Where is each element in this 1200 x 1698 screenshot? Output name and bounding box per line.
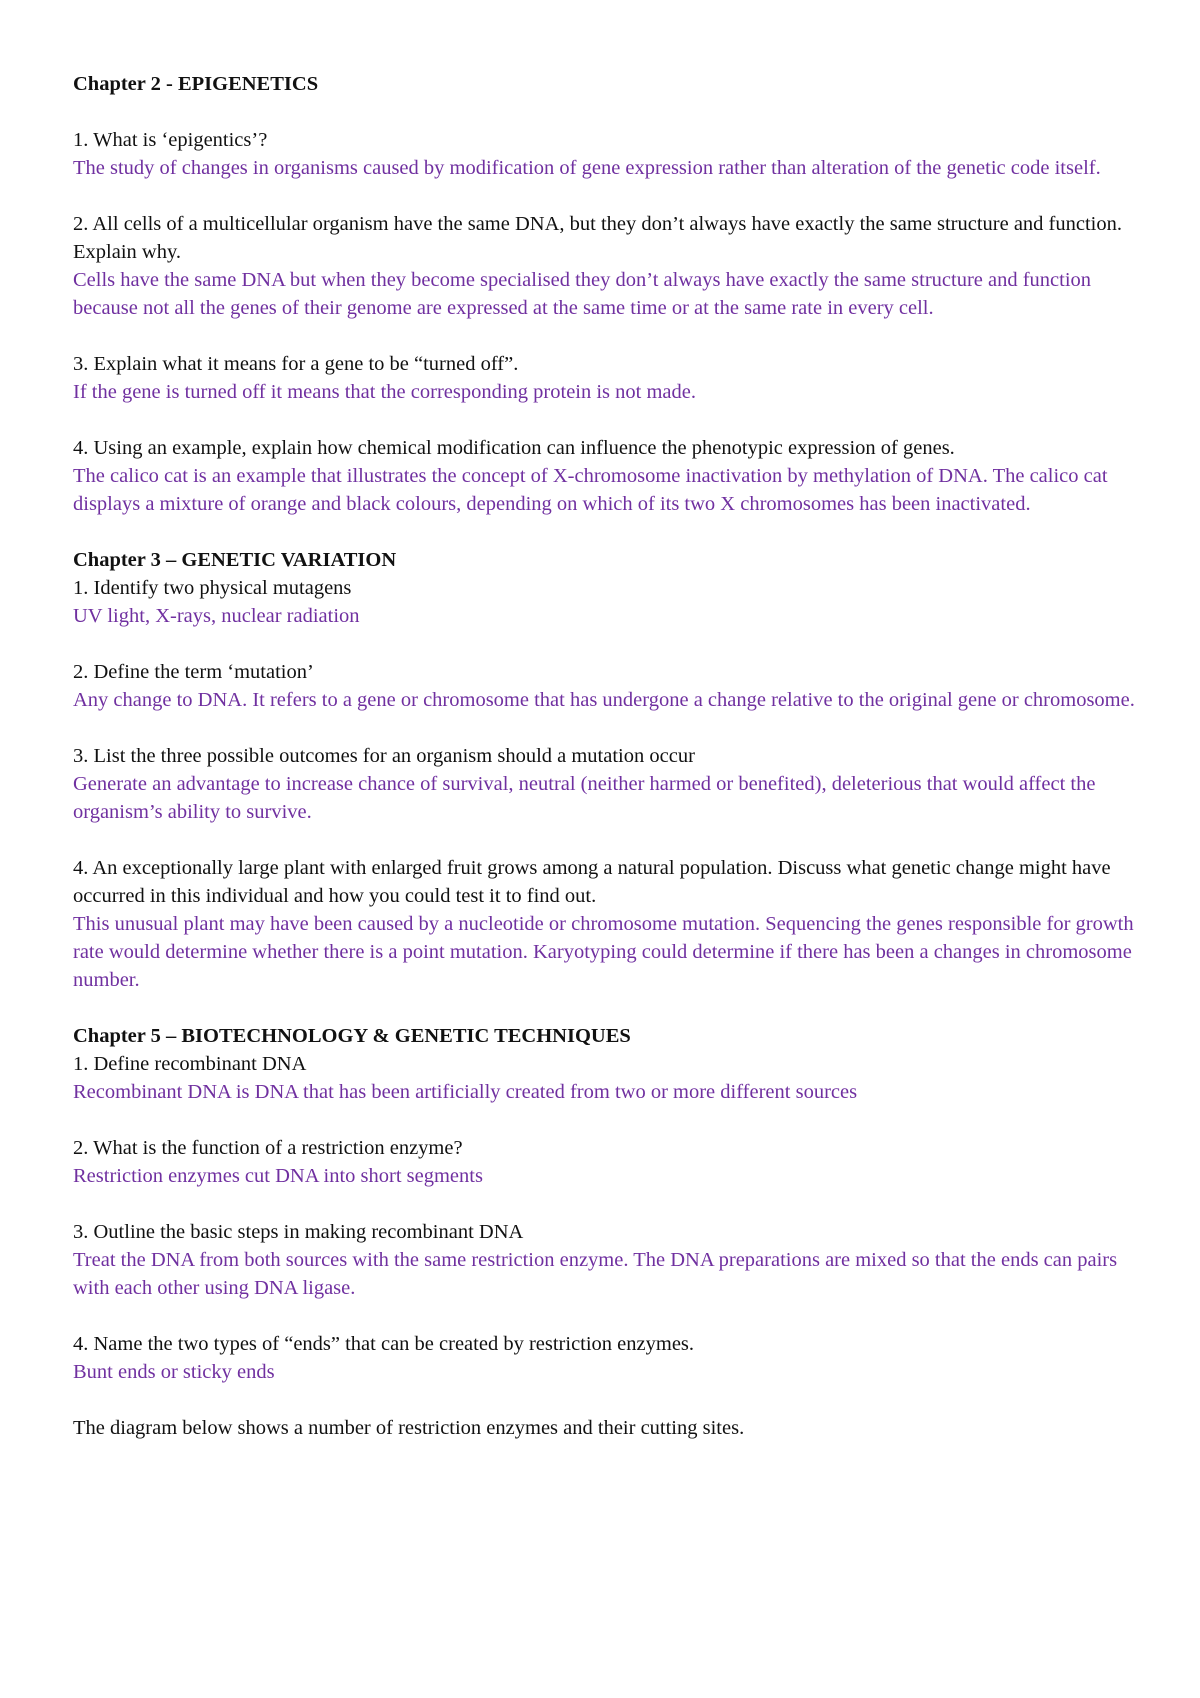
question-answer-block (73, 854, 1148, 994)
answer-text: If the gene is turned off it means that the corresponding protein is not made. (73, 381, 696, 403)
question-text: 1. Identify two physical mutagens (73, 577, 352, 599)
answer-text: Cells have the same DNA but when they become specialised they don’t always have exactly the same structure and function because not all the genes of their genome are expressed at the same time or at the same rate in every cell. (73, 269, 1092, 319)
question-answer-block (73, 434, 1148, 518)
question-answer-block (73, 658, 1148, 714)
question-text: 4. Using an example, explain how chemical modification can influence the phenotypic expression of genes. (73, 437, 955, 459)
chapter-heading: Chapter 3 – GENETIC VARIATION (73, 549, 397, 571)
answer-text: The study of changes in organisms caused by modification of gene expression rather than alteration of the genetic code itself. (73, 157, 1101, 179)
question-answer-block (73, 126, 1148, 182)
answer-text: Generate an advantage to increase chance of survival, neutral (neither harmed or benefited), deleterious that would affect the organism’s ability to survive. (73, 773, 1096, 823)
answer-text: UV light, X-rays, nuclear radiation (73, 605, 360, 627)
answer-text: Restriction enzymes cut DNA into short segments (73, 1165, 483, 1187)
chapter-5-section (73, 1022, 1148, 1386)
answer-text: The calico cat is an example that illustrates the concept of X-chromosome inactivation by methylation of DNA. The calico cat displays a mixture of orange and black colours, depending on which of its two X chromosomes has been inactivated. (73, 465, 1108, 515)
question-answer-block (73, 350, 1148, 406)
question-text: 4. Name the two types of “ends” that can be created by restriction enzymes. (73, 1333, 695, 1355)
question-text: 3. Explain what it means for a gene to be “turned off”. (73, 353, 519, 375)
question-answer-block (73, 1330, 1148, 1386)
chapter-heading: Chapter 5 – BIOTECHNOLOGY & GENETIC TECHNIQUES (73, 1025, 631, 1047)
answer-text: Treat the DNA from both sources with the same restriction enzyme. The DNA preparations are mixed so that the ends can pairs with each other using DNA ligase. (73, 1249, 1118, 1299)
question-answer-block (73, 1134, 1148, 1190)
closing-text: The diagram below shows a number of restriction enzymes and their cutting sites. (73, 1417, 745, 1439)
question-text: 1. What is ‘epigentics’? (73, 129, 268, 151)
question-text: 2. What is the function of a restriction enzyme? (73, 1137, 463, 1159)
question-answer-block (73, 210, 1148, 322)
question-answer-block (73, 574, 1148, 630)
spacer (73, 98, 1148, 126)
question-text: 4. An exceptionally large plant with enlarged fruit grows among a natural population. Discuss what genetic change might have occurred in this individual and how you could test it to find out. (73, 857, 1111, 907)
question-text: 2. All cells of a multicellular organism have the same DNA, but they don’t always have exactly the same structure and function. Explain why. (73, 213, 1123, 263)
question-text: 1. Define recombinant DNA (73, 1053, 307, 1075)
question-answer-block (73, 742, 1148, 826)
answer-text: Bunt ends or sticky ends (73, 1361, 275, 1383)
answer-text: Any change to DNA. It refers to a gene or chromosome that has undergone a change relative to the original gene or chromosome. (73, 689, 1135, 711)
chapter-2-section (73, 70, 1148, 518)
question-answer-block (73, 1050, 1148, 1106)
question-answer-block (73, 1218, 1148, 1302)
chapter-heading: Chapter 2 - EPIGENETICS (73, 73, 319, 95)
question-text: 3. Outline the basic steps in making recombinant DNA (73, 1221, 524, 1243)
question-text: 3. List the three possible outcomes for an organism should a mutation occur (73, 745, 695, 767)
answer-text: Recombinant DNA is DNA that has been artificially created from two or more different sources (73, 1081, 858, 1103)
answer-text: This unusual plant may have been caused by a nucleotide or chromosome mutation. Sequencing the genes responsible for growth rate would determine whether there is a point mutation. Karyotyping could determine if there has been a changes in chromosome number. (73, 913, 1134, 991)
document-page (73, 70, 1148, 1442)
question-text: 2. Define the term ‘mutation’ (73, 661, 314, 683)
chapter-3-section (73, 546, 1148, 994)
